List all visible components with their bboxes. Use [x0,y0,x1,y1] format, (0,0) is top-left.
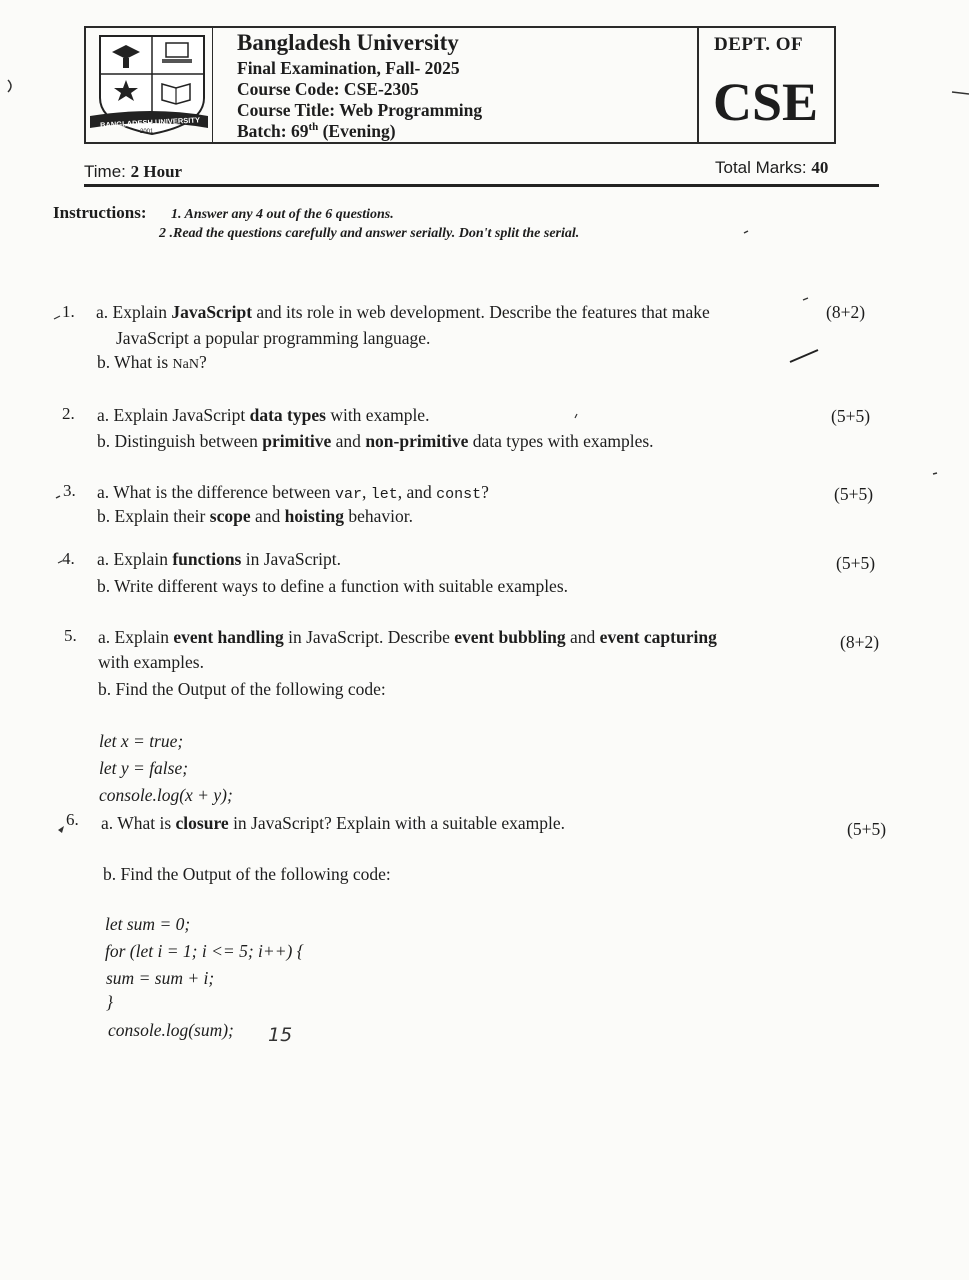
q3a-const: const [436,486,482,503]
q1b-nan: NaN [172,357,199,372]
question-6-marks: (5+5) [847,819,887,839]
dept-label: DEPT. OF [714,34,804,55]
q3a-sep1: , [361,482,371,502]
q1b-pre: b. What is [97,352,173,372]
question-3-marks: (5+5) [834,484,874,504]
q4a-pre: a. Explain [97,549,173,569]
q3a-var: var [334,486,362,503]
total-label: Total Marks: [715,158,812,177]
q2b-mid: and [331,431,366,451]
q2b-bold1: primitive [262,431,332,451]
time-label: Time: [84,162,131,181]
question-5b: b. Find the Output of the following code: [98,679,386,699]
time-value: 2 Hour [130,162,183,181]
q5a-bold2: event bubbling [454,627,566,647]
logo-year: 2001 [140,129,154,135]
q1a-bold: JavaScript [171,302,253,322]
instruction-2: 2 .Read the questions carefully and answer serially. Don't split the serial. [159,226,580,241]
q3a-sep2: , and [397,482,437,502]
question-6b: b. Find the Output of the following code: [103,864,391,884]
q6-code-line-1: let sum = 0; [105,914,191,934]
question-5-marks: (8+2) [840,632,880,652]
q2b-bold2: non-primitive [365,431,469,451]
q1a-post: and its role in web development. Describe the features that make [252,302,710,322]
q3b-mid: and [250,506,285,526]
q5a-mid2: and [565,627,600,647]
batch-sup: th [308,121,319,134]
batch-suffix: (Evening) [318,121,396,141]
q5-code-line-1: let x = true; [99,731,184,751]
q3a-let: let [370,486,398,503]
question-4-marks: (5+5) [836,553,876,573]
q2a-post: with example. [325,405,430,425]
question-1-marks: (8+2) [826,302,866,322]
q6-code-line-4: } [106,992,113,1012]
question-4-number: 4. [62,549,75,568]
question-5a-cont: with examples. [98,652,204,672]
question-2-number: 2. [62,404,75,423]
handwritten-answer: 15 [268,1024,293,1046]
q2b-post: data types with examples. [468,431,654,451]
exam-name: Final Examination, Fall- 2025 [237,58,460,78]
course-title: Course Title: Web Programming [237,100,483,120]
q3b-pre: b. Explain their [97,506,210,526]
q6-code-line-3: sum = sum + i; [106,968,215,988]
q5a-bold3: event capturing [599,627,717,647]
q2a-bold: data types [249,405,326,425]
q3b-bold1: scope [209,506,251,526]
q1b-post: ? [198,352,207,372]
q5a-bold1: event handling [173,627,284,647]
dept-code: CSE [713,72,819,132]
q6a-bold: closure [175,813,229,833]
university-name: Bangladesh University [237,30,459,55]
q2a-pre: a. Explain JavaScript [97,405,250,425]
question-2-marks: (5+5) [831,406,871,426]
question-4b: b. Write different ways to define a function with suitable examples. [97,576,569,596]
q2b-pre: b. Distinguish between [97,431,263,451]
logo-banner-text: BANGLADESH UNIVERSITY [99,115,201,130]
instruction-1: 1. Answer any 4 out of the 6 questions. [171,207,394,222]
question-5-number: 5. [64,626,77,645]
q4a-bold: functions [172,549,242,569]
q5-code-line-2: let y = false; [99,758,189,778]
q3b-bold2: hoisting [284,506,344,526]
q5-code-line-3: console.log(x + y); [99,785,233,805]
q5a-pre: a. Explain [98,627,174,647]
q6a-pre: a. What is [101,813,176,833]
q3b-post: behavior. [343,506,413,526]
question-6-number: 6. [66,810,79,829]
q6a-post: in JavaScript? Explain with a suitable example. [228,813,565,833]
instructions-label: Instructions: [53,203,147,222]
q6-code-line-5: console.log(sum); [108,1020,234,1040]
q5a-mid: in JavaScript. Describe [283,627,455,647]
batch-prefix: Batch: 69 [237,121,309,141]
course-code: Course Code: CSE-2305 [237,79,419,99]
q4a-post: in JavaScript. [241,549,342,569]
question-3-number: 3. [63,481,76,500]
q3a-pre: a. What is the difference between [97,482,335,502]
question-1a-cont: JavaScript a popular programming language. [116,328,431,348]
q6-code-line-2: for (let i = 1; i <= 5; i++) { [105,941,304,961]
total-value: 40 [811,158,829,177]
q3a-post: ? [481,482,489,502]
question-1-number: 1. [62,302,75,321]
q1a-pre: a. Explain [96,302,172,322]
